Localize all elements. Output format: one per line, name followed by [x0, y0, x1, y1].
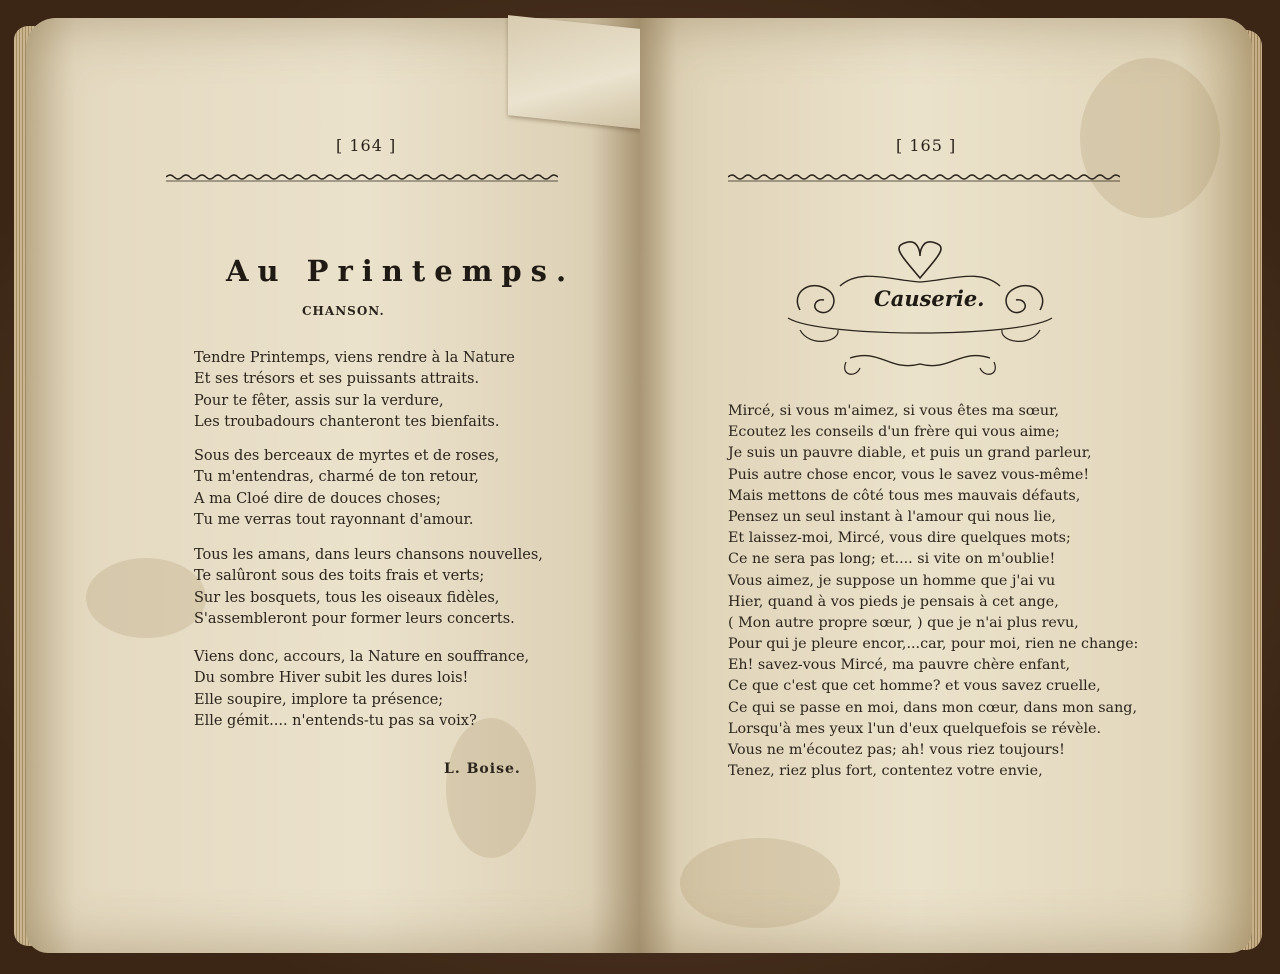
verse-line: Pour te fêter, assis sur la verdure, — [194, 392, 444, 409]
verse-line: Tous les amans, dans leurs chansons nouvelles, — [194, 547, 543, 563]
verse-line: Puis autre chose encor, vous le savez vous-même! — [728, 466, 1090, 483]
verse-line: Tenez, riez plus fort, contentez votre envie, — [728, 763, 1043, 780]
verse-line: ( Mon autre propre sœur, ) que je n'ai plus revu, — [728, 614, 1079, 631]
stanza-4 — [194, 647, 529, 733]
verse-line: Ce que c'est que cet homme? et vous savez cruelle, — [728, 678, 1101, 695]
poem-title: Causerie. — [874, 286, 985, 311]
verse-line: Vous ne m'écoutez pas; ah! vous riez toujours! — [728, 742, 1065, 758]
verse-line: Je suis un pauvre diable, et puis un grand parleur, — [728, 445, 1092, 462]
verse-line: Et laissez-moi, Mircé, vous dire quelques mots; — [728, 530, 1071, 547]
stanza-2 — [194, 446, 499, 532]
verse-line: Elle gémit.... n'entends-tu pas sa voix? — [194, 713, 477, 730]
verse-line: Te salûront sous des toits frais et verts; — [194, 568, 485, 585]
verse-line: Sur les bosquets, tous les oiseaux fidèles, — [194, 589, 500, 606]
verse-line: Tendre Printemps, viens rendre à la Nature — [194, 350, 515, 366]
verse-line: Ce qui se passe en moi, dans mon cœur, dans mon sang, — [728, 699, 1137, 716]
poem-body — [728, 401, 1138, 782]
page-number: [ 164 ] — [336, 136, 397, 155]
verse-line: Vous aimez, je suppose un homme que j'ai vu — [728, 572, 1056, 589]
left-page — [26, 18, 640, 953]
verse-line: Les troubadours chanteront tes bienfaits. — [194, 414, 500, 431]
verse-line: Du sombre Hiver subit les dures lois! — [194, 670, 469, 687]
verse-line: Tu m'entendras, charmé de ton retour, — [194, 469, 479, 486]
poem-subtitle: CHANSON. — [302, 304, 385, 318]
verse-line: Et ses trésors et ses puissants attraits. — [194, 371, 480, 388]
verse-line: Mais mettons de côté tous mes mauvais défauts, — [728, 487, 1081, 504]
verse-line: Eh! savez-vous Mircé, ma pauvre chère enfant, — [728, 657, 1070, 674]
stanza-3 — [194, 545, 543, 631]
paper-stain — [1080, 58, 1220, 218]
verse-line: Tu me verras tout rayonnant d'amour. — [194, 512, 474, 529]
poem-title: Au Printemps. — [226, 254, 576, 288]
wavy-rule — [728, 170, 1120, 184]
verse-line: Pensez un seul instant à l'amour qui nous lie, — [728, 508, 1056, 525]
verse-line: Ecoutez les conseils d'un frère qui vous aime; — [728, 424, 1060, 441]
verse-line: A ma Cloé dire de douces choses; — [194, 490, 441, 507]
verse-line: Pour qui je pleure encor,...car, pour moi, rien ne change: — [728, 636, 1139, 653]
verse-line: Viens donc, accours, la Nature en souffrance, — [194, 649, 530, 665]
page-number: [ 165 ] — [896, 136, 957, 155]
paper-stain — [680, 838, 840, 928]
verse-line: Mircé, si vous m'aimez, si vous êtes ma sœur, — [728, 403, 1059, 419]
verse-line: Hier, quand à vos pieds je pensais à cet ange, — [728, 593, 1059, 610]
paper-stain — [86, 558, 206, 638]
stanza-1 — [194, 348, 515, 434]
paper-stain — [446, 718, 536, 858]
verse-line: Elle soupire, implore ta présence; — [194, 691, 444, 708]
author-signature: L. Boise. — [444, 761, 521, 777]
verse-line: S'assembleront pour former leurs concerts. — [194, 611, 515, 628]
verse-line: Sous des berceaux de myrtes et de roses, — [194, 448, 500, 464]
torn-paper-flap — [508, 15, 640, 129]
verse-line: Lorsqu'à mes yeux l'un d'eux quelquefois se révèle. — [728, 720, 1102, 737]
verse-line: Ce ne sera pas long; et.... si vite on m'oublie! — [728, 551, 1056, 568]
wavy-rule — [166, 170, 558, 184]
right-page — [640, 18, 1252, 953]
